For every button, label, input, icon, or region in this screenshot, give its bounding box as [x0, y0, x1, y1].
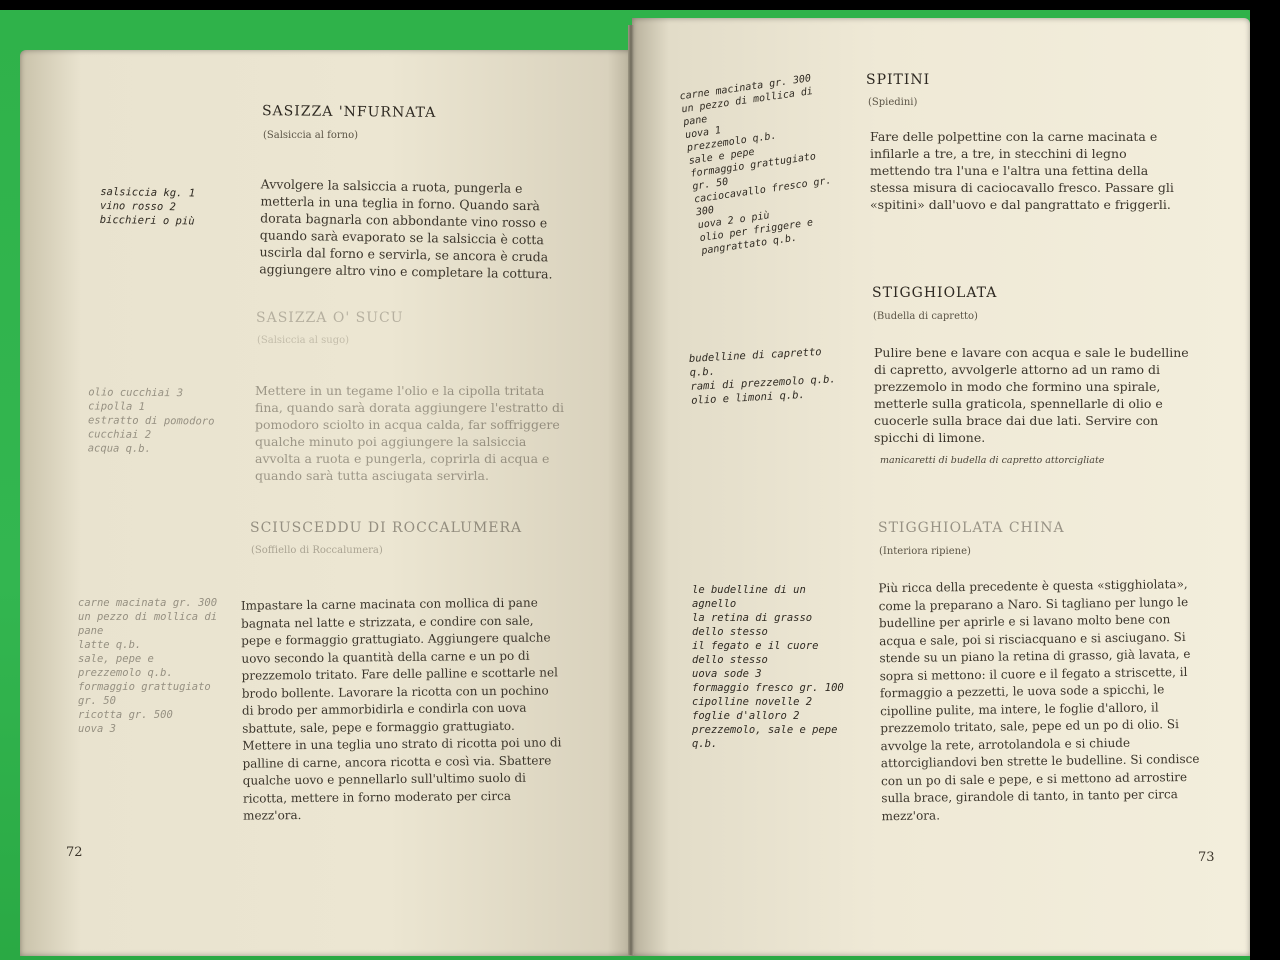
recipe-title: SCIUSCEDDU DI ROCCALUMERA — [250, 520, 523, 536]
recipe-body: Impastare la carne macinata con mollica di pane bagnata nel latte e strizzata, e condire con sale, pepe e formaggio grattugiato. Aggiungere qualche uovo secondo la quantità della carne e un po di prezzemolo tritato. Fare delle palline e scottarle nel brodo bollente. Lavorare la ricotta con un pochino di brodo per ammorbidirla e condirla con uova sbattute, sale, pepe e formaggio grattugiato. Mettere in una teglia uno strato di ricotta poi uno di palline di carne, ancora ricotta e così via. Sbattere qualche uovo e pennellarlo sull'ultimo suolo di ricotta, mettere in forno moderato per circa mezz'ora. — [240, 595, 562, 823]
recipe-subtitle: (Interiora ripiene) — [879, 546, 971, 557]
recipe-body: Mettere in un tegame l'olio e la cipolla tritata fina, quando sarà dorata aggiungere l'estratto di pomodoro sciolto in acqua calda, far soffriggere qualche minuto poi aggiungere la salsiccia avvolta a ruota e pungerla, coprirla di acqua e quando sarà tutta asciugata servirla. — [255, 383, 565, 483]
book-spine — [628, 25, 634, 955]
recipe-ingredients: carne macinata gr. 300 un pezzo di mollica di pane latte q.b. sale, pepe e prezzemolo q.b. formaggio grattugiato gr. 50 ricotta gr. 500 uova 3 — [78, 597, 218, 735]
recipe-ingredients: olio cucchiai 3 cipolla 1 estratto di pomodoro cucchiai 2 acqua q.b. — [87, 386, 215, 455]
recipe-body: Più ricca della precedente è questa «stigghiolata», come la preparano a Naro. Si tagliano per lungo le budelline per aprirle e si lavano molto bene con acqua e sale, poi si risciacquano e si asciugano. Si stende su un piano la retina di grasso, già lavata, e sopra si mettono: il cuore e il fegato a striscette, il formaggio a pezzetti, le uova sode a spicchi, le cipolline pulite, ma intere, le foglie d'alloro, il prezzemolo tritato, sale, pepe ed un po di olio. Si avvolge la rete, arrotolandola e si chiude attorcigliandovi ben strette le budelline. Si condisce con un po di sale e pepe, e si mettono ad arrostire sulla brace, girandole di tanto, in tanto per circa mezz'ora. — [878, 576, 1200, 823]
recipe-title: STIGGHIOLATA — [872, 285, 998, 301]
recipe-note: manicaretti di budella di capretto attorcigliate — [880, 455, 1105, 466]
recipe-title: SASIZZA 'NFURNATA — [261, 103, 437, 121]
recipe-body: Fare delle polpettine con la carne macinata e infilarle a tre, a tre, in stecchini di legno mettendo tra l'una e l'altra una fettina della stessa misura di caciocavallo fresco. Passare gli «spitini» dall'uovo e dal pangrattato e friggerli. — [870, 129, 1174, 212]
page-number-left: 72 — [66, 845, 83, 860]
page-number-right: 73 — [1198, 850, 1215, 865]
recipe-ingredients: budelline di capretto q.b. rami di prezzemolo q.b. olio e limoni q.b. — [688, 346, 836, 407]
recipe-subtitle: (Budella di capretto) — [873, 311, 978, 322]
recipe-body: Pulire bene e lavare con acqua e sale le budelline di capretto, avvolgerle attorno ad un ramo di prezzemolo in modo che formino una spirale, metterle sulla graticola, spennellarle di olio e cuocerle sulla brace dai due lati. Servire con spicchi di limone. — [874, 345, 1189, 445]
recipe-title: SPITINI — [866, 72, 931, 88]
recipe-subtitle: (Spiedini) — [868, 97, 918, 108]
recipe-title: STIGGHIOLATA CHINA — [878, 520, 1065, 536]
recipe-subtitle: (Soffiello di Roccalumera) — [251, 545, 383, 556]
recipe-ingredients: le budelline di un agnello la retina di grasso dello stesso il fegato e il cuore dello stesso uova sode 3 formaggio fresco gr. 100 cipolline novelle 2 foglie d'alloro 2 prezzemolo, sale e pepe q.b. — [692, 584, 844, 750]
recipe-body: Avvolgere la salsiccia a ruota, pungerla e metterla in una teglia in forno. Quando sarà dorata bagnarla con abbondante vino rosso e quando sarà evaporato se la salsiccia è cotta uscirla dal forno e servirla, se ancora è cruda aggiungere altro vino e completare la cottura. — [259, 176, 553, 282]
recipe-ingredients: salsiccia kg. 1 vino rosso 2 bicchieri o più — [99, 185, 196, 228]
recipe-subtitle: (Salsiccia al sugo) — [257, 335, 350, 346]
recipe-subtitle: (Salsiccia al forno) — [263, 130, 358, 141]
recipe-ingredients: carne macinata gr. 300 un pezzo di mollica di pane uova 1 prezzemolo q.b. sale e pepe formaggio grattugiato gr. 50 caciocavallo fresco gr. 300 uova 2 o più olio per friggere e pangrattato q.b. — [679, 73, 833, 257]
image-border — [1250, 0, 1280, 960]
recipe-title: SASIZZA O' SUCU — [256, 310, 404, 326]
